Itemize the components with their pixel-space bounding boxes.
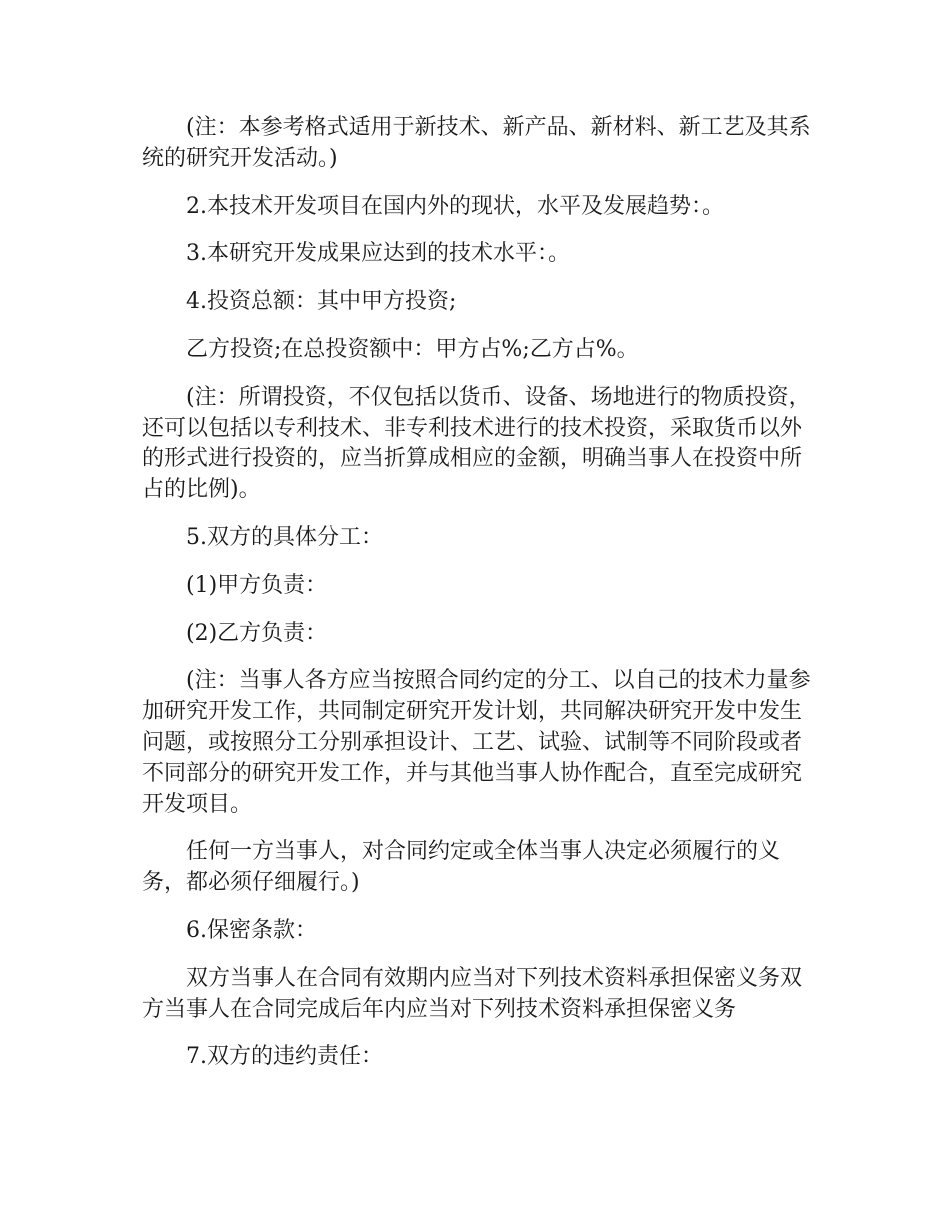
note-cooperation-paragraph: (注：当事人各方应当按照合同约定的分工、以自己的技术力量参加研究开发工作，共同制定研究开发计划，共同解决研究开发中发生问题，或按照分工分别承担设计、工艺、试验、试制等不同阶段或者不同部分的研究开发工作，并与其他当事人协作配合，直至完成研究开发项目。 (142, 668, 811, 817)
obligation-paragraph: 任何一方当事人，对合同约定或全体当事人决定必须履行的义务，都必须仔细履行。) (142, 839, 781, 896)
item-2-status-paragraph: 2.本技术开发项目在国内外的现状，水平及发展趋势：。 (186, 193, 724, 219)
item-5-division-paragraph: 5.双方的具体分工： (186, 524, 383, 550)
confidentiality-clause-paragraph: 双方当事人在合同有效期内应当对下列技术资料承担保密义务双方当事人在合同完成后年内应当对下列技术资料承担保密义务 (142, 965, 803, 1022)
note-investment-paragraph: (注：所谓投资，不仅包括以货币、设备、场地进行的物质投资，还可以包括以专利技术、非专利技术进行的技术投资，采取货币以外的形式进行投资的，应当折算成相应的金额，明确当事人在投资中所占的比例)。 (142, 384, 811, 503)
investment-share-paragraph: 乙方投资;在总投资额中：甲方占%;乙方占%。 (186, 336, 639, 362)
item-3-target-level-paragraph: 3.本研究开发成果应达到的技术水平：。 (186, 241, 570, 267)
document-body (142, 113, 822, 1090)
item-6-confidentiality-paragraph: 6.保密条款： (186, 917, 317, 943)
item-4-investment-paragraph: 4.投资总额：其中甲方投资; (186, 289, 457, 315)
item-7-liability-paragraph: 7.双方的违约责任： (186, 1044, 383, 1070)
note-scope-paragraph: (注：本参考格式适用于新技术、新产品、新材料、新工艺及其系统的研究开发活动。) (142, 115, 811, 171)
party-b-duty-paragraph: (2)乙方负责： (186, 620, 328, 646)
party-a-duty-paragraph: (1)甲方负责： (186, 572, 328, 598)
